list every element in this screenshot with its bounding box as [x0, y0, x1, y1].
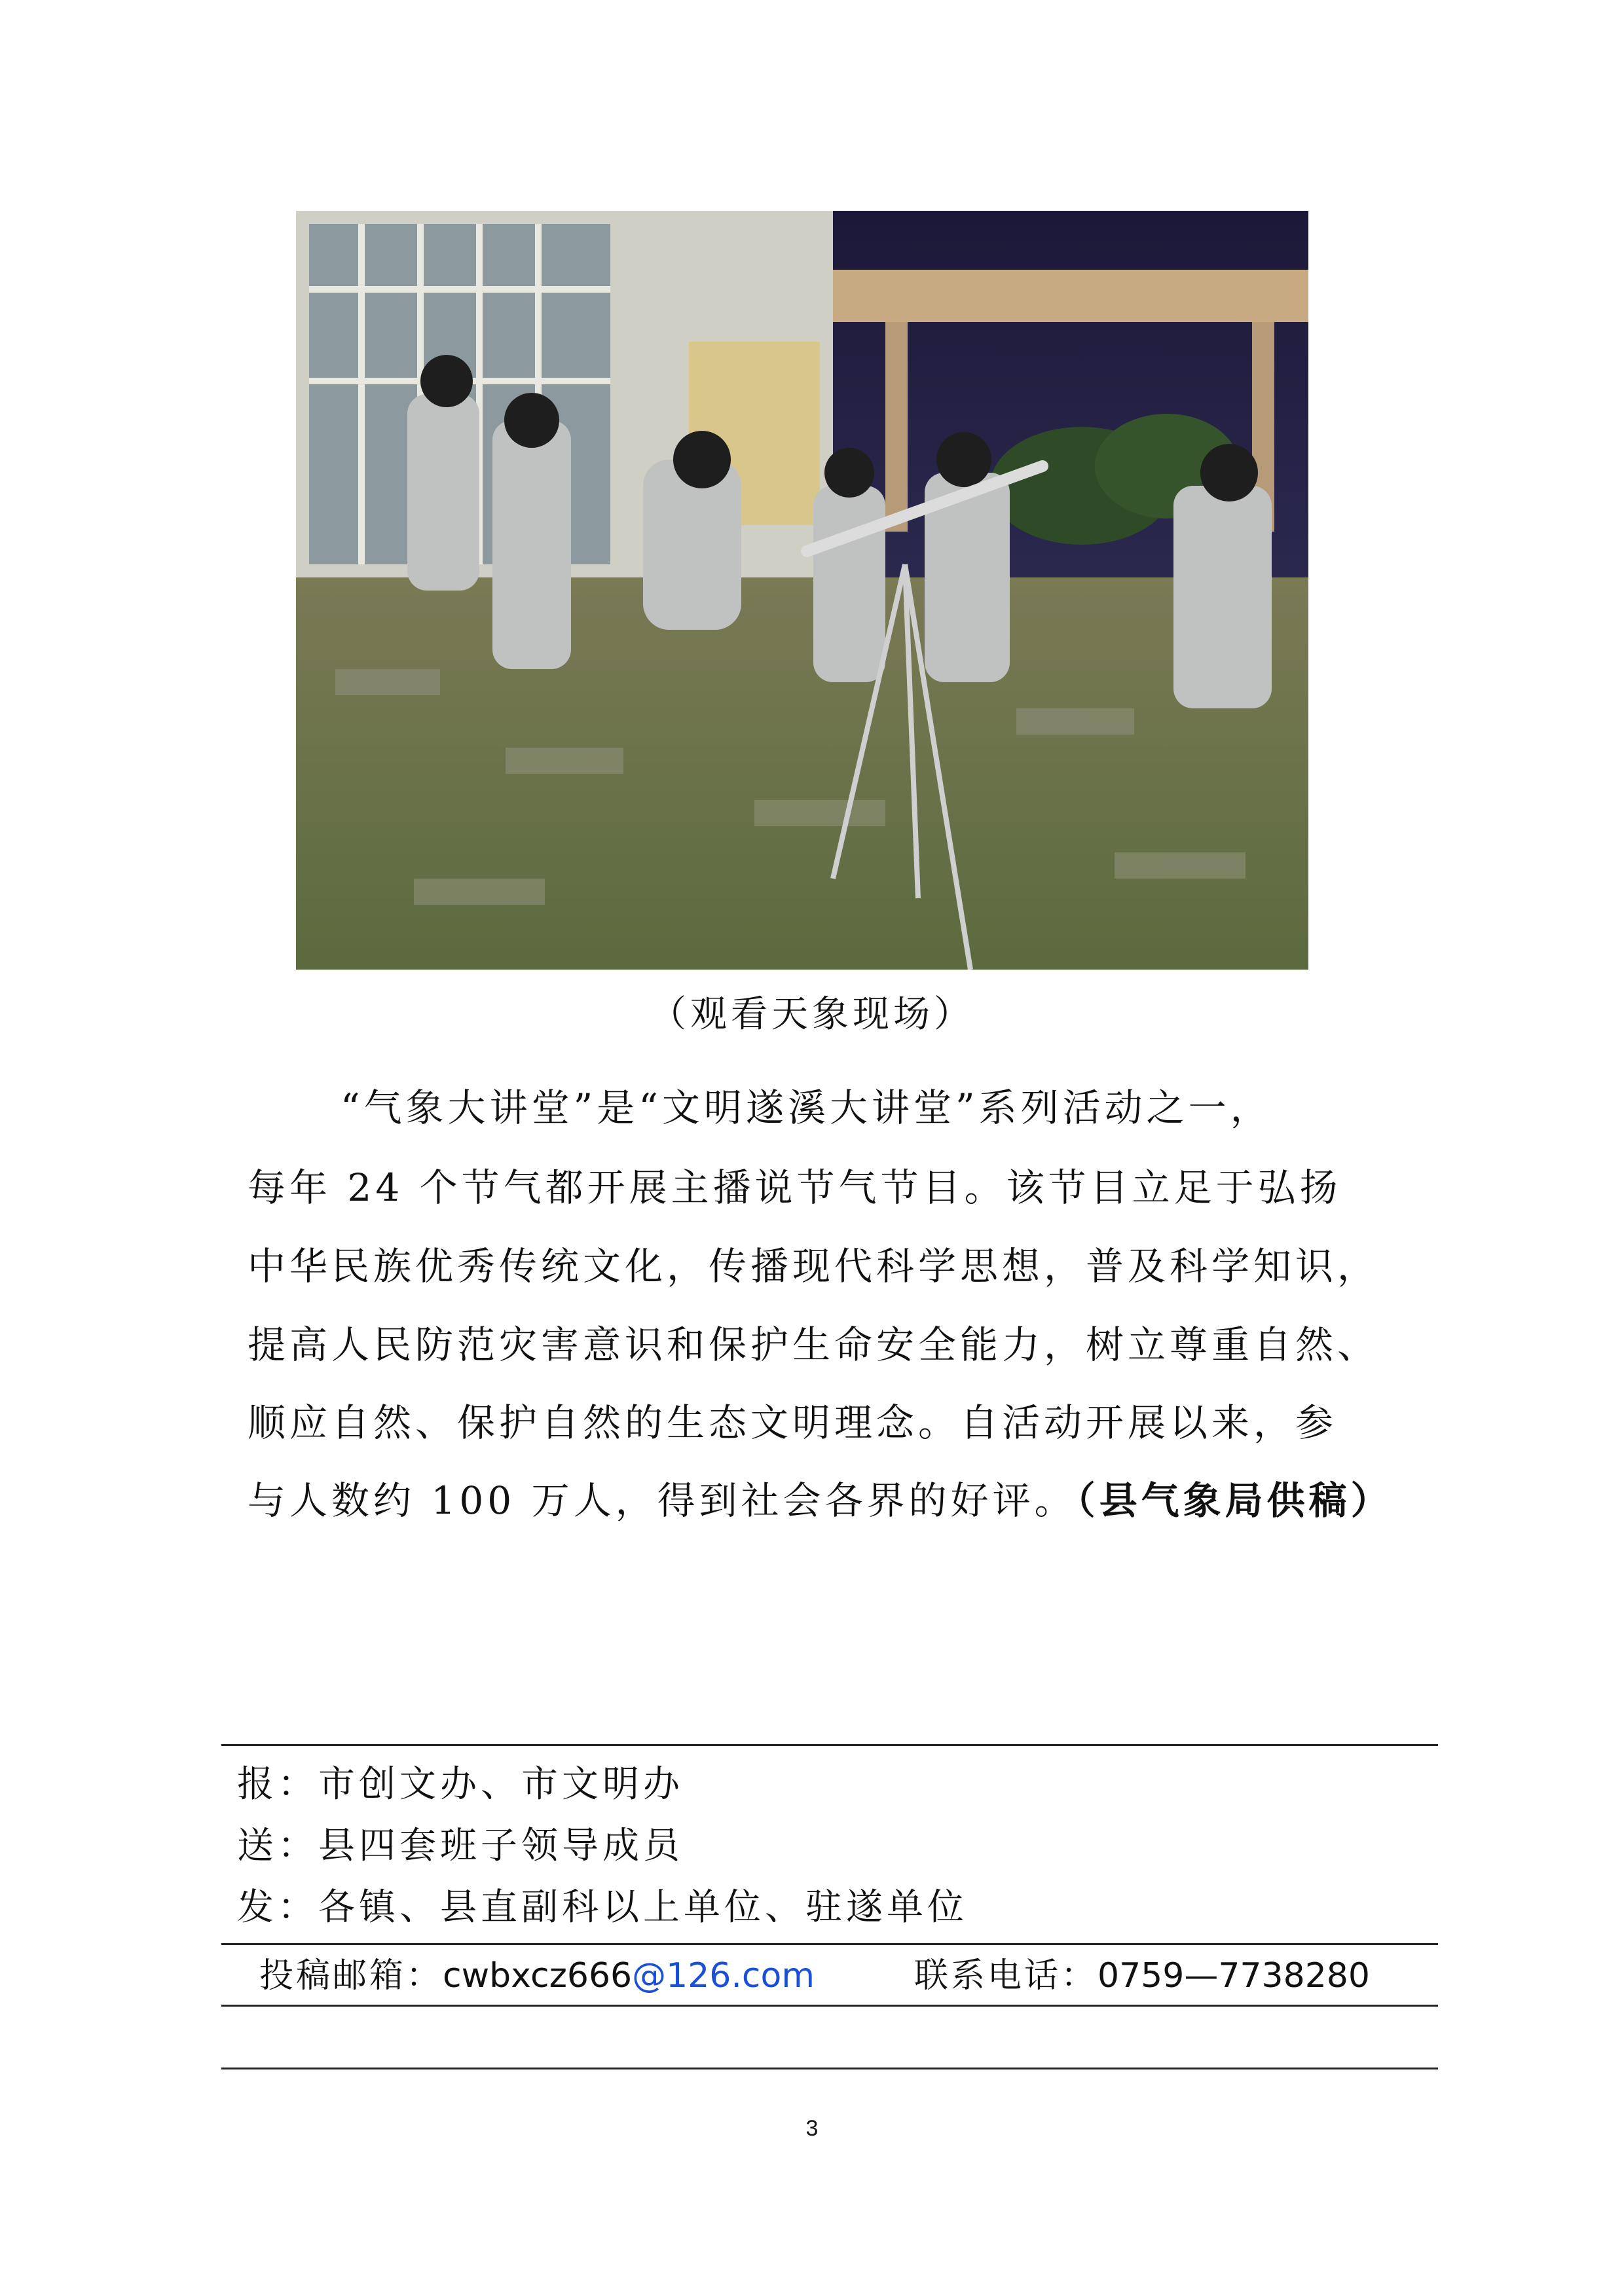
distribution-issue: 发：各镇、县直副科以上单位、驻遂单位	[237, 1886, 968, 1929]
paragraph-line-6	[248, 1474, 1400, 1527]
photo-illustration	[296, 211, 1308, 970]
divider-top	[221, 1744, 1438, 1746]
phone-number: 0759—7738280	[1098, 1956, 1370, 1995]
paragraph-line-6-text: 与人数约 100 万人，得到社会各界的好评。	[248, 1478, 1077, 1523]
email-label: 投稿邮箱：	[259, 1956, 443, 1995]
divider-contact	[221, 2005, 1438, 2007]
email-link[interactable]: @126.com	[632, 1956, 815, 1995]
paragraph-line-5: 顺应自然、保护自然的生态文明理念。自活动开展以来，参	[248, 1400, 1338, 1445]
paragraph-line-1: “气象大讲堂”是“文明遂溪大讲堂”系列活动之一，	[341, 1085, 1272, 1130]
paragraph-line-3: 中华民族优秀传统文化，传播现代科学思想，普及科学知识，	[248, 1244, 1380, 1288]
page-number: 3	[805, 2116, 819, 2141]
article-credit: （县气象局供稿）	[1076, 1478, 1393, 1523]
photo-telescope-observation	[296, 211, 1308, 970]
distribution-send: 送：县四套班子领导成员	[237, 1825, 684, 1867]
email-user: cwbxcz666	[443, 1956, 633, 1995]
contact-phone	[914, 1950, 1370, 2002]
phone-label: 联系电话：	[914, 1956, 1098, 1995]
paragraph-line-2: 每年 24 个节气都开展主播说节气节目。该节目立足于弘扬	[248, 1165, 1342, 1210]
paragraph-line-4: 提高人民防范灾害意识和保护生命安全能力，树立尊重自然、	[248, 1322, 1380, 1367]
divider-bottom	[221, 2068, 1438, 2069]
photo-caption: （观看天象现场）	[650, 993, 974, 1036]
distribution-report: 报：市创文办、市文明办	[237, 1763, 684, 1806]
contact-email	[259, 1950, 815, 2002]
divider-middle	[221, 1943, 1438, 1945]
